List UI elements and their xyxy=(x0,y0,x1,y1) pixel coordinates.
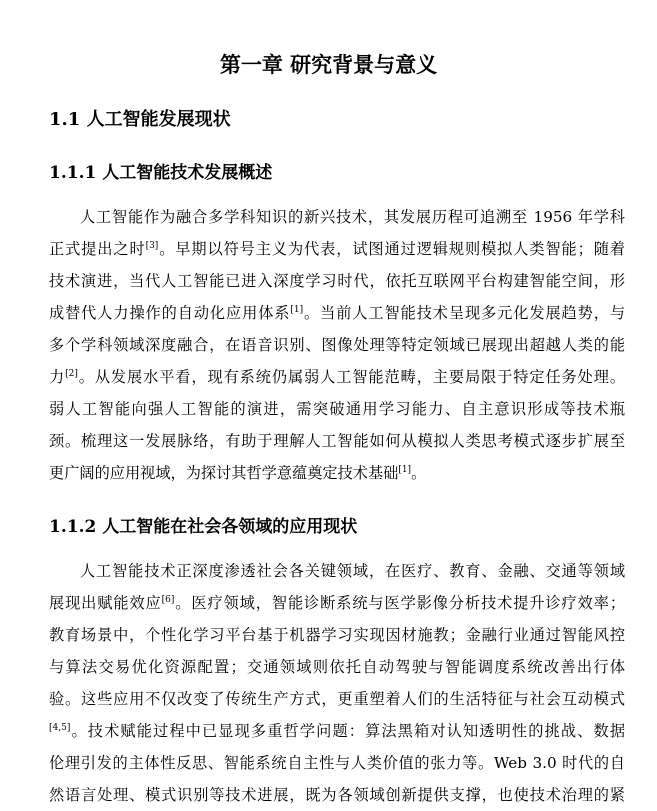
line-text: 与算法交易优化资源配置；交通领域则依托自动驾驶与智能调度系统改善出行体 xyxy=(49,658,625,676)
line-text: 弱人工智能向强人工智能的演进，需突破通用学习能力、自主意识形成等技术瓶 xyxy=(49,400,625,418)
line-text: 颈。梳理这一发展脉络，有助于理解人工智能如何从模拟人类思考模式逐步扩展至 xyxy=(49,432,625,450)
line-text: 多个学科领域深度融合，在语音识别、图像处理等特定领域已展现出超越人类的能 xyxy=(49,336,625,354)
section-number: 1.1 xyxy=(49,109,81,130)
paragraph-line xyxy=(49,233,625,265)
paragraph-line xyxy=(49,457,625,489)
citation-ref: [1] xyxy=(290,305,304,315)
subsection-title: 人工智能在社会各领域的应用现状 xyxy=(102,517,358,537)
paragraph-line xyxy=(49,779,625,811)
paragraph-ai-overview xyxy=(49,201,625,489)
paragraph-line xyxy=(49,265,625,297)
line-text: 。早期以符号主义为代表，试图通过逻辑规则模拟人类智能；随着 xyxy=(158,240,626,258)
line-text: 。医疗领域，智能诊断系统与医学影像分析技术提升诊疗效率； xyxy=(174,594,626,612)
section-title: 人工智能发展现状 xyxy=(86,109,231,130)
line-text: 。当前人工智能技术呈现多元化发展趋势，与 xyxy=(303,304,626,322)
subsection-heading-2 xyxy=(49,514,357,540)
citation-ref: [4,5] xyxy=(49,723,71,733)
chapter-title: 第一章 研究背景与意义 xyxy=(219,52,438,77)
paragraph-line xyxy=(49,555,625,587)
line-text: 。技术赋能过程中已显现多重哲学问题：算法黑箱对认知透明性的挑战、数据 xyxy=(70,722,625,740)
paragraph-line xyxy=(49,587,625,619)
line-text: 力 xyxy=(49,368,66,386)
subsection-heading-1 xyxy=(49,160,272,186)
line-text: 。从发展水平看，现有系统仍属弱人工智能范畴，主要局限于特定任务处理。 xyxy=(77,368,626,386)
line-text: 更广阔的应用视域，为探讨其哲学意蕴奠定技术基础 xyxy=(49,464,399,482)
citation-ref: [6] xyxy=(161,595,175,605)
line-text: 伦理引发的主体性反思、智能系统自主性与人类价值的张力等。Web 3.0 时代的自 xyxy=(49,754,625,772)
line-text: 人工智能作为融合多学科知识的新兴技术，其发展历程可追溯至 1956 年学科 xyxy=(80,208,625,226)
paragraph-line xyxy=(49,619,625,651)
paragraph-line xyxy=(49,715,625,747)
paragraph-line xyxy=(49,425,625,457)
line-text: 技术演进，当代人工智能已进入深度学习时代，依托互联网平台构建智能空间，形 xyxy=(49,272,625,290)
paragraph-line xyxy=(49,747,625,779)
line-text: 成替代人力操作的自动化应用体系 xyxy=(49,304,291,322)
paragraph-ai-applications xyxy=(49,555,625,811)
citation-ref: [2] xyxy=(65,369,78,379)
line-text: 教育场景中，个性化学习平台基于机器学习实现因材施教；金融行业通过智能风控 xyxy=(49,626,625,644)
paragraph-line xyxy=(49,393,625,425)
paragraph-line xyxy=(49,297,625,329)
line-text: 人工智能技术正深度渗透社会各关键领域，在医疗、教育、金融、交通等领域 xyxy=(80,562,625,580)
line-text: 验。这些应用不仅改变了传统生产方式，更重塑着人们的生活特征与社会互动模式 xyxy=(49,690,625,708)
citation-ref: [3] xyxy=(145,241,159,251)
section-heading xyxy=(49,107,231,133)
line-text: 正式提出之时 xyxy=(49,240,146,258)
subsection-number: 1.1.1 xyxy=(49,163,97,183)
paragraph-line xyxy=(49,361,625,393)
paragraph-line xyxy=(49,683,625,715)
subsection-number: 1.1.2 xyxy=(49,517,97,537)
subsection-title: 人工智能技术发展概述 xyxy=(102,163,273,183)
paragraph-line xyxy=(49,329,625,361)
line-text: 然语言处理、模式识别等技术进展，既为各领域创新提供支撑，也使技术治理的紧 xyxy=(49,786,625,804)
citation-ref: [1] xyxy=(398,465,412,475)
paragraph-line xyxy=(49,201,625,233)
line-text: 展现出赋能效应 xyxy=(49,594,162,612)
paragraph-line xyxy=(49,651,625,683)
line-text: 。 xyxy=(411,464,427,482)
